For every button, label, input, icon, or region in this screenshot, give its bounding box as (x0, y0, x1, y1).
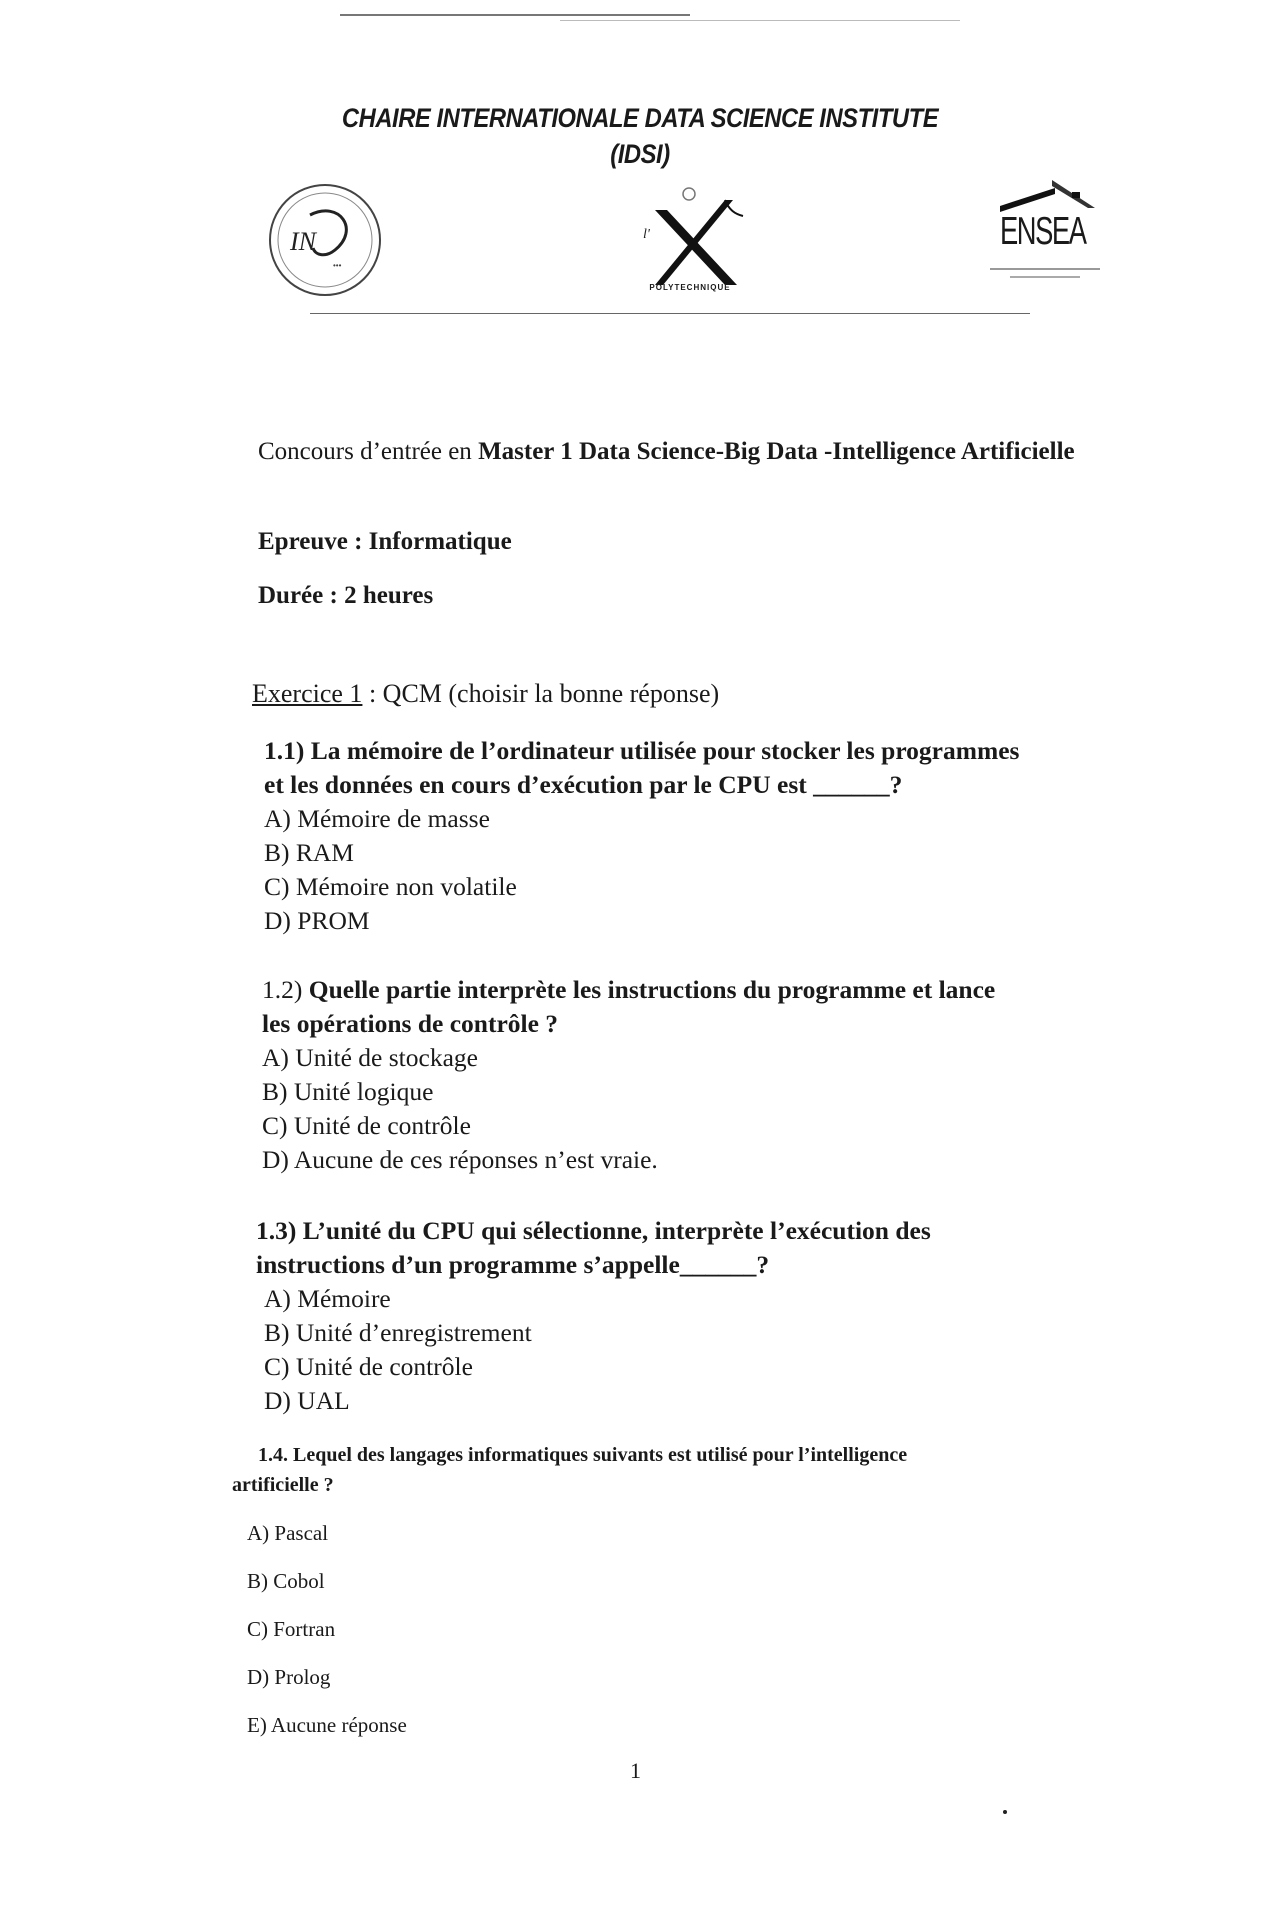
header-separator (310, 313, 1030, 314)
exercise-instruction: : QCM (choisir la bonne réponse) (362, 679, 720, 708)
polytechnique-logo-text: POLYTECHNIQUE (649, 283, 731, 292)
svg-text:IN: IN (290, 227, 316, 256)
institute-title: CHAIRE INTERNATIONALE DATA SCIENCE INSTITUTE (341, 103, 939, 133)
answer-option: A) Mémoire de masse (264, 804, 490, 833)
polytechnique-x-logo-icon (625, 180, 755, 300)
answer-option: A) Pascal (247, 1521, 329, 1545)
answer-option: C) Unité de contrôle (262, 1111, 471, 1140)
page-number: 1 (630, 1758, 641, 1783)
answer-option: D) PROM (264, 906, 370, 935)
question-number: 1.3) (256, 1216, 297, 1245)
ensea-logo-text: ENSEA (1000, 210, 1086, 253)
answer-option: B) Unité d’enregistrement (264, 1318, 532, 1347)
answer-option: A) Unité de stockage (262, 1043, 478, 1072)
answer-option: D) Prolog (247, 1665, 331, 1689)
question-1-2 (262, 973, 1112, 1177)
question-number: 1.2) (262, 975, 303, 1004)
answer-option: C) Mémoire non volatile (264, 872, 517, 901)
question-text: instructions d’un programme s’appelle______? (256, 1250, 770, 1279)
exercise-label: Exercice 1 (252, 679, 363, 708)
question-text: 1.4. Lequel des langages informatiques suivants est utilisé pour l’intelligence (232, 1440, 1092, 1470)
question-text: 1.1) La mémoire de l’ordinateur utilisée pour stocker les programmes (264, 736, 1020, 765)
contest-name: Master 1 Data Science-Big Data -Intelligence Artificielle (471, 438, 1075, 465)
exam-subject: Epreuve : Informatique (258, 528, 512, 555)
answer-option: D) Aucune de ces réponses n’est vraie. (262, 1145, 658, 1174)
answer-option: C) Fortran (247, 1617, 336, 1641)
answer-option: D) UAL (264, 1386, 350, 1415)
question-text: 1.2) Quelle partie interprète les instructions du programme et lance (262, 975, 996, 1004)
answer-option: B) Cobol (247, 1569, 325, 1593)
question-text: artificielle ? (232, 1474, 334, 1496)
contest-prefix: Concours d’entrée en (258, 438, 472, 465)
answer-option: A) Mémoire (264, 1284, 391, 1313)
question-1-1 (264, 734, 1114, 938)
question-number: 1.1) (264, 736, 305, 765)
question-text: 1.3) L’unité du CPU qui sélectionne, interprète l’exécution des (256, 1216, 931, 1245)
answer-option: E) Aucune réponse (247, 1713, 407, 1737)
answer-option: B) RAM (264, 838, 354, 867)
svg-text:•••: ••• (333, 261, 342, 270)
answer-option: B) Unité logique (262, 1077, 434, 1106)
question-text: et les données en cours d’exécution par le CPU est ______? (264, 770, 903, 799)
question-text: les opérations de contrôle ? (262, 1009, 559, 1038)
scan-speck (1003, 1810, 1007, 1814)
question-1-3 (256, 1214, 1106, 1418)
scan-artifact-line (560, 20, 960, 21)
inp-logo-icon (265, 180, 385, 300)
contest-title (258, 433, 1088, 470)
question-1-4 (232, 1440, 1092, 1741)
svg-text:l': l' (643, 227, 650, 242)
scan-artifact-line (340, 14, 690, 16)
exercise-heading (252, 679, 719, 709)
exam-duration: Durée : 2 heures (258, 582, 434, 609)
institute-acronym: (IDSI) (610, 139, 670, 169)
ensea-subtitle-graphic (980, 266, 1110, 287)
question-number: 1.4. (258, 1444, 288, 1466)
answer-option: C) Unité de contrôle (264, 1352, 473, 1381)
